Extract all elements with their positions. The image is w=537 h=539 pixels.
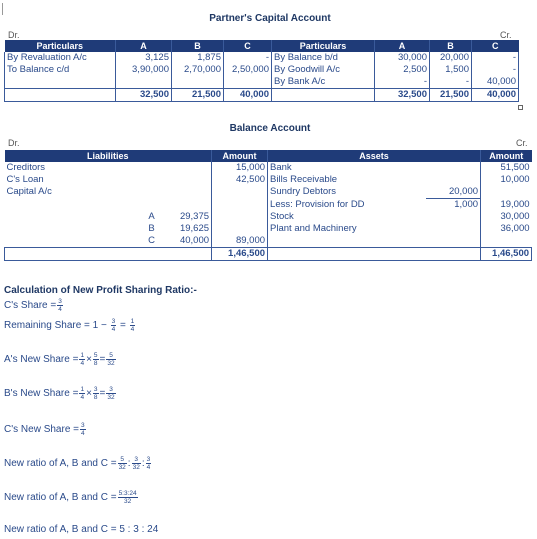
fraction (57, 298, 63, 313)
capital-table (4, 40, 519, 102)
capital-row (5, 76, 519, 89)
cell (268, 248, 481, 261)
cell: 42,500 (212, 174, 268, 186)
numerator: 5 (118, 456, 127, 464)
numerator: 3 (106, 386, 115, 394)
cell: A (148, 211, 155, 222)
cell (5, 89, 116, 102)
cell (212, 223, 268, 235)
cell (5, 235, 137, 248)
numerator: 5:3:24 (118, 490, 137, 497)
fraction (118, 456, 127, 471)
cell (272, 89, 375, 102)
equals-sign: = (99, 388, 106, 400)
cell: By Goodwill A/c (272, 64, 375, 76)
capital-row (5, 64, 519, 76)
cell (137, 174, 167, 186)
cell: Less: Provision for DD (268, 199, 426, 212)
calc-title: Calculation of New Profit Sharing Ratio:- (4, 285, 197, 296)
denominator: 8 (93, 360, 98, 367)
fraction (132, 456, 141, 471)
cell: 1,500 (430, 64, 472, 76)
balance-header-assets: Assets (268, 150, 481, 162)
cell: C's Loan (6, 174, 44, 185)
cell (167, 186, 212, 199)
balance-header-row (5, 150, 532, 162)
balance-total-left: 1,46,500 (212, 248, 268, 261)
fraction (79, 386, 85, 401)
calc-new-ratio-final: New ratio of A, B and C = 5 : 3 : 24 (4, 524, 159, 535)
balance-row (5, 186, 532, 199)
denominator: 32 (123, 498, 132, 505)
cell: 19,000 (481, 199, 532, 212)
numerator: 1 (130, 318, 135, 325)
capital-header-particulars-cr: Particulars (272, 40, 375, 52)
cell: Bank (268, 162, 426, 174)
cell: 30,000 (481, 211, 532, 223)
calc-b-new-label: B's New Share = (4, 388, 79, 400)
cell: 20,000 (430, 52, 472, 64)
cell: 89,000 (212, 235, 268, 248)
calc-c-new-label: C's New Share = (4, 424, 79, 436)
calc-new-ratio-2 (4, 490, 139, 505)
resize-handle[interactable] (518, 105, 523, 110)
balance-dr-label: Dr. (8, 138, 20, 148)
capital-header-particulars-dr: Particulars (5, 40, 116, 52)
fraction (79, 352, 85, 367)
calc-remaining-label: Remaining Share = 1 − (4, 320, 107, 332)
cell (137, 186, 167, 199)
cell (5, 211, 137, 223)
balance-row (5, 211, 532, 223)
calc-c-share-label: C's Share = (4, 300, 57, 312)
cell (5, 199, 137, 212)
cell: 1,875 (172, 52, 224, 64)
cursor-line (2, 3, 3, 15)
equals-sign: = (99, 354, 106, 366)
cell: 3,90,000 (116, 64, 172, 76)
balance-row (5, 162, 532, 174)
calc-b-new-share (4, 386, 117, 401)
numerator: 1 (80, 352, 85, 359)
cell (212, 199, 268, 212)
fraction (106, 352, 115, 367)
cell (426, 235, 481, 248)
capital-total-b-cr: 21,500 (430, 89, 472, 102)
cell (426, 174, 481, 186)
balance-total-row (5, 248, 532, 261)
balance-table (4, 150, 532, 261)
denominator: 4 (130, 326, 135, 333)
cell (224, 76, 272, 89)
numerator: 5 (93, 352, 98, 359)
capital-dr-label: Dr. (8, 30, 20, 40)
cell: 1,000 (426, 199, 481, 212)
cell: 3,125 (116, 52, 172, 64)
calc-c-new-share (4, 422, 87, 437)
cell (172, 76, 224, 89)
capital-total-row (5, 89, 519, 102)
cell: - (472, 64, 519, 76)
cell (212, 186, 268, 199)
numerator: 3 (81, 422, 85, 429)
capital-cr-label: Cr. (500, 30, 512, 40)
denominator: 8 (93, 394, 98, 401)
denominator: 4 (111, 326, 116, 333)
balance-row (5, 235, 532, 248)
cell: Sundry Debtors (268, 186, 426, 199)
denominator: 4 (58, 306, 62, 313)
cell: - (472, 52, 519, 64)
cell: 15,000 (212, 162, 268, 174)
cell: By Balance b/d (272, 52, 375, 64)
capital-total-c-dr: 40,000 (224, 89, 272, 102)
numerator: 3 (58, 298, 62, 305)
cell: 2,70,000 (172, 64, 224, 76)
equals-sign: = (120, 320, 126, 332)
balance-row (5, 223, 532, 235)
capital-header-a-cr: A (375, 40, 430, 52)
cell: Creditors (6, 162, 46, 173)
calc-new-ratio-label: New ratio of A, B and C = (4, 492, 117, 504)
cell (426, 223, 481, 235)
cell (116, 76, 172, 89)
cell: - (224, 52, 272, 64)
balance-header-liabilities: Liabilities (5, 150, 212, 162)
numerator: 3 (146, 456, 151, 463)
balance-cr-label: Cr. (516, 138, 528, 148)
fraction (80, 422, 86, 437)
fraction (106, 386, 115, 401)
denominator: 32 (118, 464, 126, 471)
cell: 2,50,000 (224, 64, 272, 76)
calc-new-ratio-label: New ratio of A, B and C = (4, 458, 117, 470)
cell: Plant and Machinery (268, 223, 426, 235)
numerator: 3 (132, 456, 141, 464)
cell: Bills Receivable (268, 174, 426, 186)
denominator: 4 (80, 394, 85, 401)
cell: 40,000 (472, 76, 519, 89)
balance-row (5, 199, 532, 212)
capital-total-a-cr: 32,500 (375, 89, 430, 102)
capital-total-a-dr: 32,500 (116, 89, 172, 102)
cell (5, 223, 137, 235)
denominator: 32 (107, 394, 115, 401)
cell: B (148, 223, 155, 234)
cell: C (137, 235, 167, 248)
fraction (111, 318, 117, 333)
capital-header-c-cr: C (472, 40, 519, 52)
times-sign: × (86, 354, 92, 366)
cell (426, 162, 481, 174)
cell: 19,625 (179, 223, 210, 234)
cell: 30,000 (375, 52, 430, 64)
balance-row (5, 174, 532, 186)
numerator: 3 (93, 386, 98, 393)
balance-header-amount-right: Amount (481, 150, 532, 162)
colon-sign: : (127, 458, 131, 470)
calc-a-new-label: A's New Share = (4, 354, 79, 366)
capital-row (5, 52, 519, 64)
fraction (130, 318, 136, 333)
fraction (146, 456, 152, 471)
cell (212, 211, 268, 223)
cell (137, 199, 167, 212)
capital-title: Partner's Capital Account (209, 13, 331, 24)
cell: Capital A/c (6, 186, 52, 198)
cell (5, 76, 116, 89)
denominator: 32 (132, 464, 140, 471)
cell: By Bank A/c (272, 76, 375, 89)
numerator: 1 (80, 386, 85, 393)
numerator: 5 (106, 352, 115, 360)
balance-title: Balance Account (229, 123, 311, 134)
capital-total-c-cr: 40,000 (472, 89, 519, 102)
numerator: 3 (111, 318, 116, 325)
times-sign: × (86, 388, 92, 400)
fraction (93, 386, 99, 401)
cell (426, 211, 481, 223)
denominator: 4 (80, 360, 85, 367)
cell: - (430, 76, 472, 89)
balance-total-right: 1,46,500 (481, 248, 532, 261)
cell: 29,375 (179, 211, 210, 222)
cell: By Revaluation A/c (5, 52, 116, 64)
calc-remaining-share (4, 318, 136, 333)
colon-sign: : (141, 458, 145, 470)
capital-header-c-dr: C (224, 40, 272, 52)
cell: 51,500 (481, 162, 532, 174)
cell (5, 248, 212, 261)
calc-new-ratio-1 (4, 456, 152, 471)
capital-header-a-dr: A (116, 40, 172, 52)
cell (167, 174, 212, 186)
cell: To Balance c/d (5, 64, 116, 76)
cell: 40,000 (167, 235, 212, 248)
cell: - (375, 76, 430, 89)
cell: 36,000 (481, 223, 532, 235)
cell (167, 162, 212, 174)
balance-header-amount-left: Amount (212, 150, 268, 162)
cell (481, 186, 532, 199)
capital-header-b-cr: B (430, 40, 472, 52)
cell (137, 162, 167, 174)
denominator: 4 (146, 464, 151, 471)
denominator: 4 (81, 430, 85, 437)
cell: 10,000 (481, 174, 532, 186)
capital-header-b-dr: B (172, 40, 224, 52)
cell: Stock (268, 211, 426, 223)
fraction (93, 352, 99, 367)
cell (481, 235, 532, 248)
cell: 20,000 (448, 186, 479, 197)
calc-a-new-share (4, 352, 117, 367)
denominator: 32 (107, 360, 115, 367)
cell (167, 199, 212, 212)
capital-total-b-dr: 21,500 (172, 89, 224, 102)
capital-header-row (5, 40, 519, 52)
cell: 2,500 (375, 64, 430, 76)
fraction (118, 490, 138, 505)
calc-c-share (4, 298, 64, 313)
cell (268, 235, 426, 248)
